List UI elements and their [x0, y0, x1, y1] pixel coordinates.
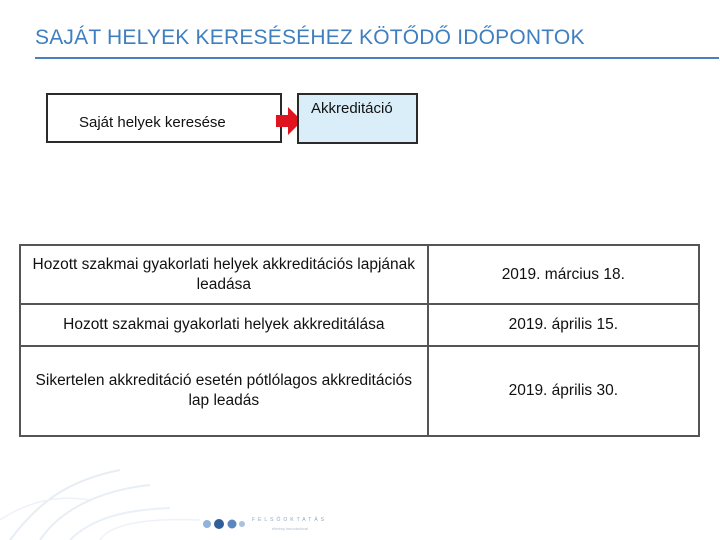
page-title: SAJÁT HELYEK KERESÉSÉHEZ KÖTŐDŐ IDŐPONTOK: [35, 26, 585, 49]
table-row: [20, 346, 699, 436]
title-underline: [35, 57, 719, 59]
footer-logo: [200, 514, 350, 534]
table-row: [20, 245, 699, 304]
date-cell: 2019. március 18.: [428, 245, 699, 304]
date-cell: 2019. április 30.: [428, 346, 699, 436]
logo-text: FELSŐOKTATÁS: [252, 517, 327, 523]
logo-subtext: élmény innovációval: [272, 526, 309, 531]
event-cell: Hozott szakmai gyakorlati helyek akkreditációs lapjának leadása: [20, 245, 428, 304]
date-cell: 2019. április 15.: [428, 304, 699, 346]
event-cell: Hozott szakmai gyakorlati helyek akkreditálása: [20, 304, 428, 346]
flow-step-search-label: Saját helyek keresése: [79, 114, 226, 131]
flow-step-accreditation-label: Akkreditáció: [311, 100, 393, 117]
schedule-table: [19, 244, 700, 437]
flow-step-search-box: [46, 93, 282, 143]
logo-circles-icon: [200, 514, 246, 534]
event-cell: Sikertelen akkreditáció esetén pótlólagos akkreditációs lap leadás: [20, 346, 428, 436]
table-row: [20, 304, 699, 346]
flow-step-accreditation-box: [297, 93, 418, 144]
